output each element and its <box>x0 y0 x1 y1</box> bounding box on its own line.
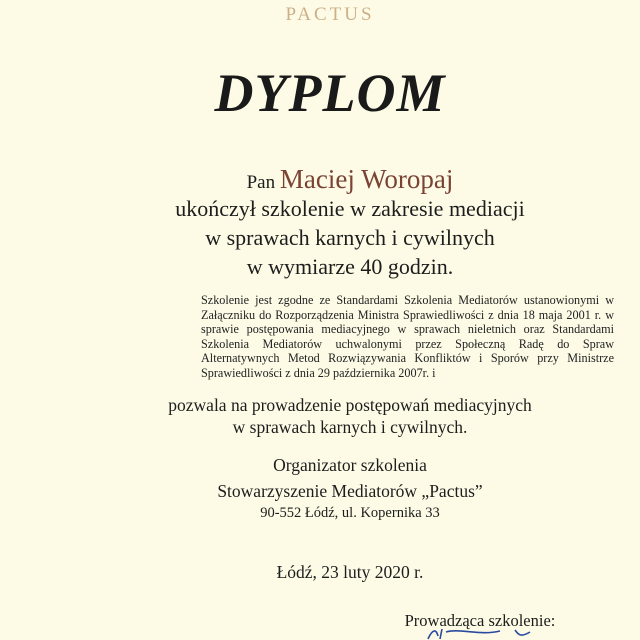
organizer-name: Stowarzyszenie Mediatorów „Pactus” <box>217 481 483 501</box>
permission-line: pozwala na prowadzenie postępowań mediacyjnych <box>168 395 532 415</box>
recipient-prefix: Pan <box>246 172 276 193</box>
completion-line: w sprawach karnych i cywilnych <box>205 225 495 250</box>
organizer-address: 90-552 Łódź, ul. Kopernika 33 <box>260 505 440 521</box>
completion-line: w wymiarze 40 godzin. <box>246 254 454 279</box>
recipient-name: Maciej Woropaj <box>279 164 454 194</box>
organizer-label: Organizator szkolenia <box>273 455 427 475</box>
permission-line: w sprawach karnych i cywilnych. <box>232 417 468 437</box>
pactus-logo: PACTUS <box>285 4 375 25</box>
trainer-label: Prowadząca szkolenie: <box>404 611 556 630</box>
completion-line: ukończył szkolenie w zakresie mediacji <box>175 196 525 221</box>
diploma-title: DYPLOM <box>214 63 446 123</box>
legal-paragraph: Szkolenie jest zgodne ze Standardami Szkolenia Mediatorów ustanowionymi w Załączniku do Rozporządzenia Ministra Sprawiedliwości z dnia 18 maja 2001 r. w sprawie postępowania mediacyjnego w sprawach nieletnich oraz Standardami Szkolenia Mediatorów uchwalonymi przez Społeczną Radę do Spraw Alternatywnych Metod Rozwiązywania Konfliktów i Sporów przy Ministrze Sprawiedliwości z dnia 29 października 2007r. i <box>201 293 614 380</box>
recipient <box>120 164 580 195</box>
issue-date: Łódź, 23 luty 2020 r. <box>276 562 424 582</box>
signature <box>420 626 540 640</box>
